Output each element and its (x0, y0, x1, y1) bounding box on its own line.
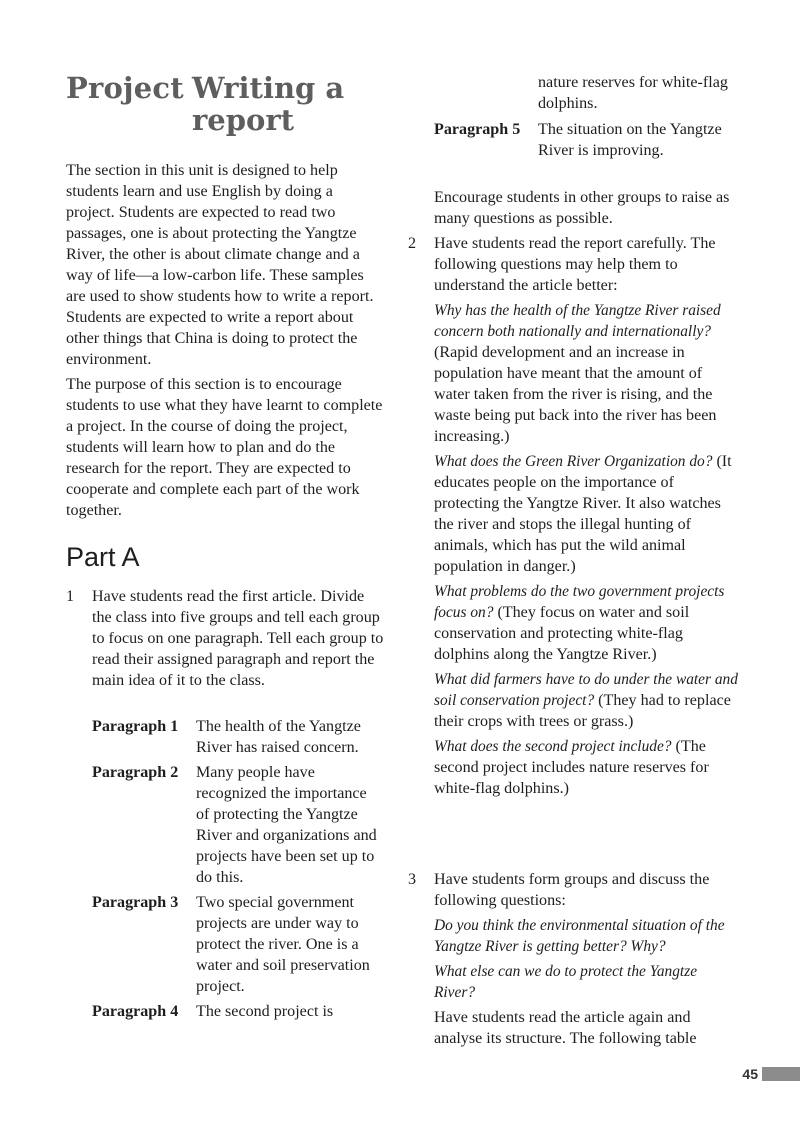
question-text: What does the second project include? (434, 738, 672, 755)
paragraph-summary: Many people have recognized the importance of protecting the Yangtze River and organizations and projects have been set up to do this. (196, 764, 377, 886)
answer-text: (Rapid development and an increase in population have meant that the amount of water taken from the river is rising, and the waste being put back into the river has been increasing.) (434, 344, 717, 445)
section-label: Project (66, 71, 184, 105)
answer-text: (It educates people on the importance of protecting the Yangtze River. It also watches the river and stops the illegal hunting of animals, which has put the wild animal population in danger.) (434, 453, 732, 575)
list-item-content (434, 233, 738, 799)
question-text: What problems do the two government projects focus on? (434, 583, 725, 621)
paragraph-summary: The health of the Yangtze River has raised concern. (196, 718, 361, 756)
list-number: 3 (408, 871, 417, 888)
list-item-text: Have students read the report carefully. The following questions may help them to understand the article better: (434, 235, 716, 294)
list-item-content (434, 869, 738, 1049)
part-a-heading: Part A (66, 542, 140, 572)
qa-item (434, 300, 738, 447)
list-item-text: Have students form groups and discuss the following questions: (434, 871, 710, 909)
left-column (66, 71, 386, 1020)
page-number: 45 (742, 1066, 758, 1082)
paragraph-row (92, 892, 392, 997)
qa-item (434, 581, 738, 665)
section-title (192, 72, 344, 136)
paragraph-label: Paragraph 1 (92, 718, 179, 735)
qa-item (434, 451, 738, 577)
paragraph-summary: The situation on the Yangtze River is improving. (538, 121, 722, 159)
question-text: What does the Green River Organization do? (434, 453, 713, 470)
list-item-text: Have students read the first article. Divide the class into five groups and tell each group to focus on one paragraph. Tell each group to read their assigned paragraph and report the main idea of it to the class. (92, 588, 384, 689)
encourage-text (434, 187, 734, 229)
paragraph-summary: nature reserves for white-flag dolphins. (538, 74, 728, 112)
intro-paragraph-2: The purpose of this section is to encourage students to use what they have learnt to complete a project. In the course of doing the project, students will learn how to plan and do the research for the report. They are expected to cooperate and complete each part of the work together. (66, 376, 383, 519)
answer-text: (They focus on water and soil conservation and protecting white-flag dolphins along the Yangtze River.) (434, 604, 690, 663)
discussion-question: What else can we do to protect the Yangtze River? (434, 963, 698, 1001)
question-text: Why has the health of the Yangtze River raised concern both nationally and internationally? (434, 302, 721, 340)
list-number: 2 (408, 235, 417, 252)
paragraph-row (92, 1001, 392, 1022)
list-item-3 (408, 869, 738, 1049)
list-item-2 (408, 233, 738, 799)
qa-item (434, 669, 738, 732)
intro-paragraph-1: The section in this unit is designed to help students learn and use English by doing a project. Students are expected to read two passages, one is about protecting the Yangtze River, the other is about climate change and a way of life—a low-carbon life. These samples are used to show students how to write a report. Students are expected to write a report about other things that China is doing to protect the environment. (66, 162, 374, 368)
title-line-1: Writing a (192, 71, 345, 105)
paragraph-label: Paragraph 3 (92, 894, 179, 911)
list-number: 1 (66, 588, 75, 605)
body-text: Encourage students in other groups to raise as many questions as possible. (434, 189, 730, 227)
answer-text: (The second project includes nature reserves for white-flag dolphins.) (434, 738, 709, 797)
list-item-1 (66, 586, 386, 691)
paragraph-summary: Two special government projects are under way to protect the river. One is a water and soil preservation project. (196, 894, 370, 995)
body-text: Have students read the article again and analyse its structure. The following table (434, 1009, 697, 1047)
paragraph-4-continued (538, 72, 728, 114)
paragraph-row (434, 119, 734, 161)
title-line-2: report (192, 103, 295, 137)
paragraph-label: Paragraph 5 (434, 121, 521, 138)
qa-item (434, 736, 738, 799)
paragraph-row (92, 716, 392, 758)
paragraph-summaries (92, 716, 392, 1026)
paragraph-summary: The second project is (196, 1003, 334, 1020)
page-number-tab (742, 1066, 800, 1082)
paragraph-label: Paragraph 2 (92, 764, 179, 781)
paragraph-row (92, 762, 392, 888)
question-text: What did farmers have to do under the water and soil conservation project? (434, 671, 738, 709)
page-number-bar (762, 1067, 800, 1081)
discussion-question: Do you think the environmental situation of the Yangtze River is getting better? Why? (434, 917, 725, 955)
paragraph-label: Paragraph 4 (92, 1003, 179, 1020)
page-title (66, 72, 386, 136)
answer-text: (They had to replace their crops with trees or grass.) (434, 692, 731, 730)
